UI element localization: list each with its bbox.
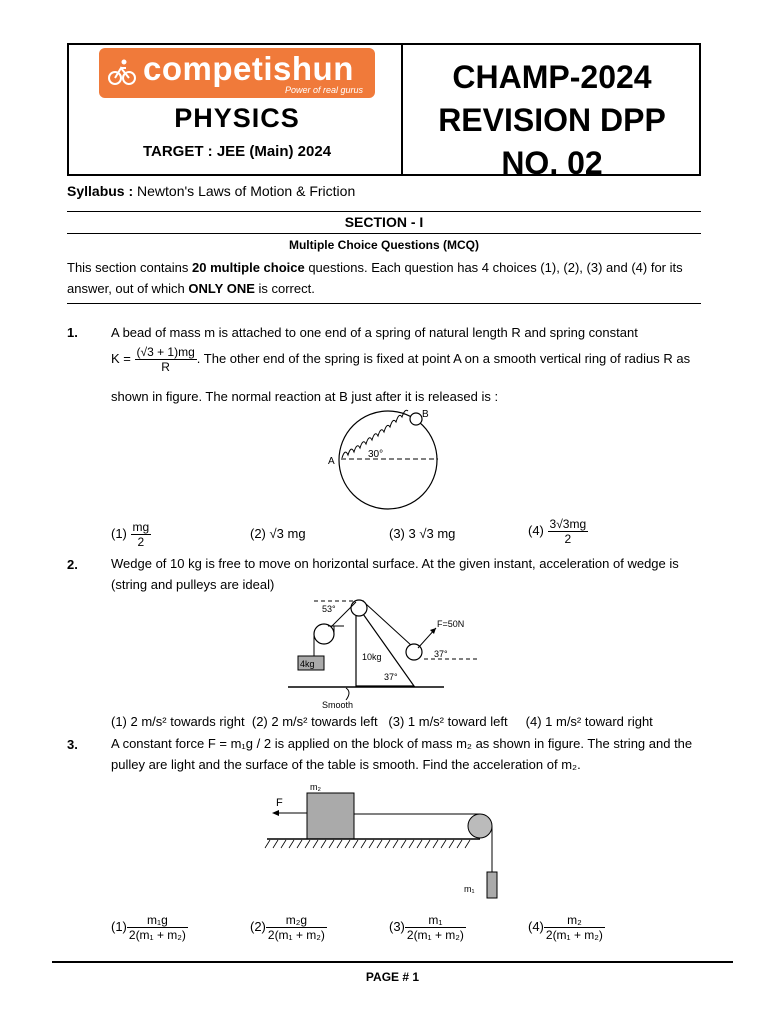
frac-den: 2(m₁ + m₂)	[406, 928, 464, 942]
section-title: SECTION - I	[344, 214, 424, 230]
label-b: B	[422, 409, 429, 420]
angle-force: 37°	[434, 649, 448, 659]
frac-num: m₂g	[266, 913, 327, 928]
page-number: PAGE # 1	[365, 970, 420, 984]
wedge-label: 10kg	[362, 652, 382, 662]
table-hatch	[265, 840, 470, 848]
question-1-line3: shown in figure. The normal reaction at B just after it is released is :	[111, 389, 499, 404]
pulley-top	[351, 600, 367, 616]
q3-option-1[interactable]	[111, 913, 188, 942]
q1-option-3[interactable]	[389, 526, 455, 541]
dpp-title-line1: CHAMP-2024	[452, 59, 652, 95]
logo-text: competishun	[143, 50, 354, 87]
frac-den: 2(m₁ + m₂)	[128, 928, 186, 942]
q3-option-4[interactable]	[528, 913, 605, 942]
option-text: 3 √3 mg	[408, 526, 456, 541]
q1-option-4[interactable]	[528, 517, 588, 546]
option-label: (3)	[389, 918, 405, 934]
m1-label: m₁	[464, 884, 475, 894]
frac-num: m₁g	[127, 913, 188, 928]
divider-intro	[67, 303, 701, 304]
q1-ring-figure	[326, 406, 446, 516]
header-divider	[401, 43, 403, 176]
option-label: (4)	[528, 522, 544, 538]
q1-k-num: (√3 + 1)mg	[136, 345, 195, 359]
intro-bold-2: ONLY ONE	[188, 281, 255, 296]
dpp-title-line2: REVISION DPP	[438, 102, 666, 138]
question-3-number: 3.	[67, 737, 78, 752]
syllabus	[67, 183, 355, 199]
angle-base: 37°	[384, 672, 398, 682]
q1-k-den: R	[161, 360, 170, 374]
divider-section	[67, 233, 701, 234]
bead	[410, 413, 422, 425]
q2-wedge-figure	[284, 596, 484, 712]
question-1-number: 1.	[67, 325, 78, 340]
q1-line2-text: . The other end of the spring is fixed at point A on a smooth vertical ring of radius R as	[196, 350, 691, 366]
smooth-label: Smooth	[322, 700, 354, 710]
m2-label: m₂	[310, 782, 321, 792]
q3-option-3[interactable]	[389, 913, 466, 942]
brand-logo	[99, 48, 375, 98]
question-2-line1: Wedge of 10 kg is free to move on horizontal surface. At the given instant, acceleration of wedge is	[111, 556, 679, 571]
option-text: √3 mg	[269, 526, 306, 541]
block-m2	[307, 793, 354, 839]
frac-num: 3√3mg	[549, 517, 587, 531]
intro-bold-1: 20 multiple choice	[192, 260, 305, 275]
block-m1	[487, 872, 497, 898]
pulley	[468, 814, 492, 838]
syllabus-label: Syllabus :	[67, 183, 134, 199]
question-2-line2: (string and pulleys are ideal)	[111, 577, 275, 592]
footer-divider	[52, 961, 733, 963]
syllabus-value: Newton's Laws of Motion & Friction	[137, 183, 356, 199]
q3-option-2[interactable]	[250, 913, 327, 942]
intro-text-1: This section contains	[67, 260, 193, 275]
target-exam: TARGET : JEE (Main) 2024	[142, 143, 332, 160]
section-subtitle: Multiple Choice Questions (MCQ)	[288, 238, 479, 252]
angle-top: 53°	[322, 604, 336, 614]
divider-top	[67, 211, 701, 212]
smooth-pointer	[346, 688, 349, 700]
frac-num: mg	[132, 520, 150, 534]
q2-options[interactable]: (1) 2 m/s² towards right (2) 2 m/s² towards left (3) 1 m/s² toward left (4) 1 m/s² toward right	[111, 714, 653, 729]
subject-title: PHYSICS	[174, 103, 300, 133]
force-label: F=50N	[437, 619, 465, 629]
dpp-title	[405, 56, 699, 185]
option-label: (1)	[111, 525, 127, 541]
block-label: 4kg	[300, 659, 315, 669]
intro-text-4: is correct.	[254, 281, 315, 296]
option-fraction	[266, 913, 327, 942]
question-3-line1: A constant force F = m₁g / 2 is applied on the block of mass m₂ as shown in figure. The string and the	[111, 736, 693, 751]
question-2-number: 2.	[67, 557, 78, 572]
option-fraction	[405, 913, 466, 942]
frac-den: 2(m₁ + m₂)	[545, 928, 603, 942]
frac-den: 2	[137, 535, 145, 549]
label-a: A	[328, 456, 335, 467]
q1-option-1[interactable]	[111, 520, 151, 549]
option-fraction	[544, 913, 605, 942]
arrowhead-icon	[272, 810, 279, 816]
dpp-title-line3: NO. 02	[501, 145, 603, 181]
intro-text-3: answer, out of which	[67, 281, 189, 296]
q1-option-2[interactable]	[250, 526, 306, 541]
frac-den: 2(m₁ + m₂)	[267, 928, 325, 942]
option-label: (1)	[111, 918, 127, 934]
frac-den: 2	[564, 532, 572, 546]
question-1-line2	[111, 345, 711, 374]
q1-k-prefix: K =	[111, 350, 131, 366]
logo-tagline: Power of real gurus	[284, 85, 363, 95]
frac-num: m₂	[544, 913, 605, 928]
option-label: (4)	[528, 918, 544, 934]
q3-pulley-figure	[264, 780, 504, 900]
q1-k-fraction	[135, 345, 197, 374]
question-3-line2: pulley are light and the surface of the table is smooth. Find the acceleration of m₂.	[111, 757, 581, 772]
cyclist-icon	[107, 57, 137, 87]
f-label: F	[276, 797, 283, 809]
option-label: (3)	[389, 526, 405, 541]
option-fraction	[127, 913, 188, 942]
angle-label: 30°	[368, 449, 384, 460]
section-intro	[67, 257, 707, 299]
option-fraction	[131, 520, 152, 549]
option-fraction	[548, 517, 589, 546]
frac-num: m₁	[405, 913, 466, 928]
option-label: (2)	[250, 526, 266, 541]
question-1-line1: A bead of mass m is attached to one end of a spring of natural length R and spring constant	[111, 325, 638, 340]
option-label: (2)	[250, 918, 266, 934]
intro-text-2: questions. Each question has 4 choices (1), (2), (3) and (4) for its	[304, 260, 683, 275]
